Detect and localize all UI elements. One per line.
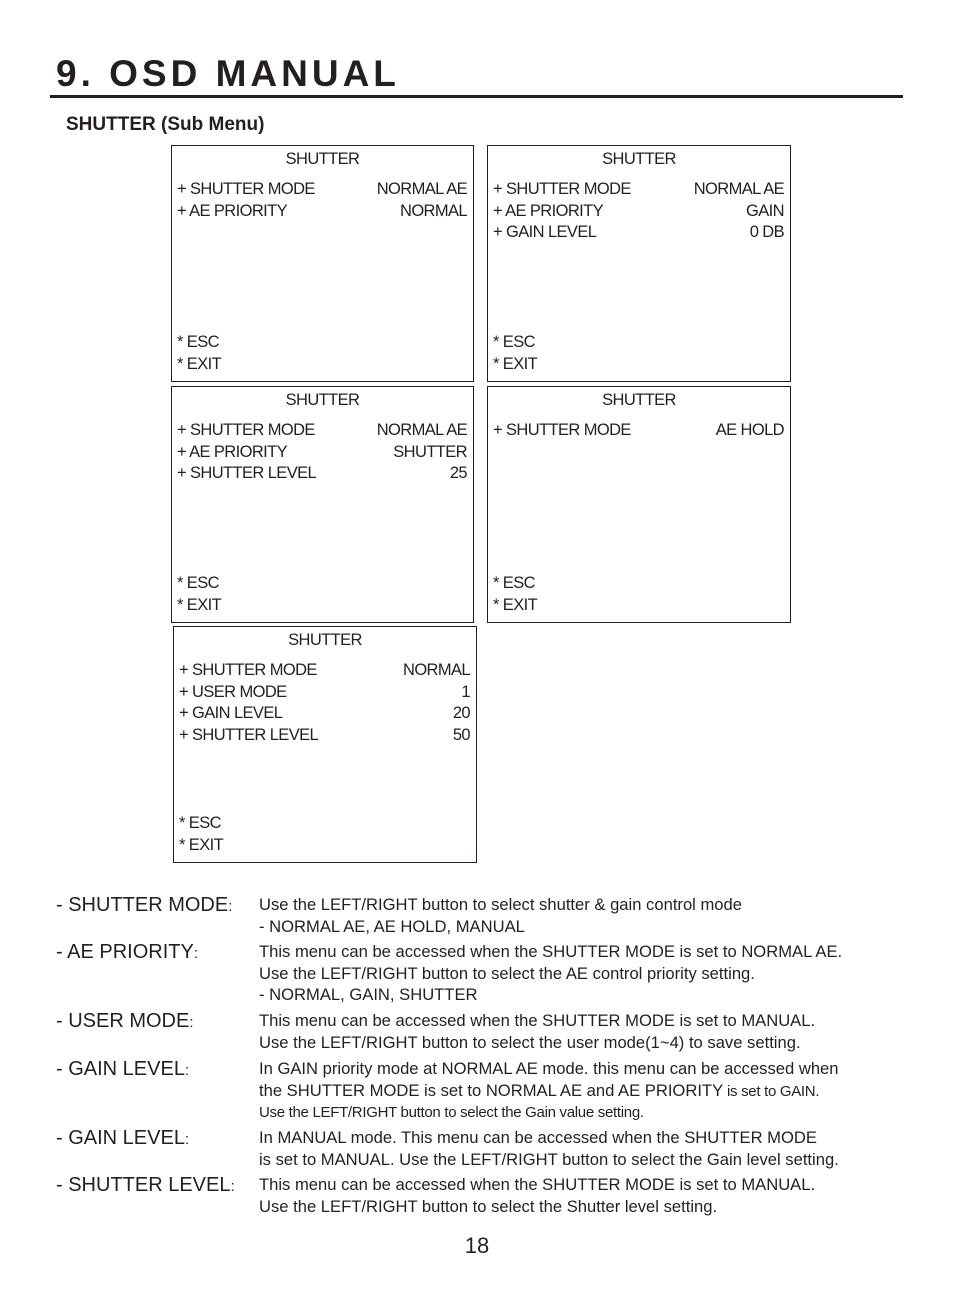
desc-line: Use the LEFT/RIGHT button to select the Gain value setting. <box>259 1104 644 1121</box>
desc-line: is set to GAIN. <box>723 1082 820 1100</box>
menu-row <box>177 179 467 201</box>
esc-item: * ESC <box>493 574 535 592</box>
menu-row <box>493 201 784 223</box>
desc-term: - USER MODE <box>56 1010 190 1032</box>
page-number: 18 <box>464 1233 490 1258</box>
row-label: + AE PRIORITY <box>493 201 604 220</box>
desc-line: - NORMAL AE, AE HOLD, MANUAL <box>259 916 525 936</box>
menu-title: SHUTTER <box>288 631 362 649</box>
term-colon: : <box>189 1014 194 1031</box>
row-label: + SHUTTER MODE <box>493 180 631 198</box>
term-colon: : <box>184 1062 190 1079</box>
row-label: + SHUTTER MODE <box>177 421 315 439</box>
row-value: NORMAL AE <box>376 180 467 198</box>
osd-menu-ae-hold <box>487 386 791 623</box>
desc-line: Use the LEFT/RIGHT button to select shutter & gain control mode <box>259 895 742 914</box>
row-value: AE HOLD <box>715 421 784 439</box>
esc-item: * ESC <box>179 814 221 832</box>
row-label: + AE PRIORITY <box>177 442 288 461</box>
row-value: NORMAL AE <box>376 421 467 439</box>
menu-row <box>179 703 470 725</box>
term-colon: : <box>184 1131 190 1148</box>
menu-row <box>493 420 784 442</box>
esc-item: * ESC <box>493 333 535 351</box>
term-colon: : <box>193 945 198 962</box>
exit-item: * EXIT <box>177 355 222 373</box>
desc-line: This menu can be accessed when the SHUTTER MODE is set to NORMAL AE. <box>259 942 843 961</box>
menu-row <box>179 682 470 704</box>
desc-term: - SHUTTER LEVEL <box>56 1174 231 1196</box>
menu-row <box>179 725 470 747</box>
desc-line: This menu can be accessed when the SHUTTER MODE is set to MANUAL. <box>259 1175 816 1194</box>
row-label: + USER MODE <box>179 682 287 701</box>
term-colon: : <box>228 898 233 915</box>
row-value: 25 <box>449 464 467 482</box>
row-value: NORMAL <box>400 201 467 220</box>
row-value: 0 DB <box>749 223 784 241</box>
desc-term: - AE PRIORITY <box>56 941 194 963</box>
row-label: + GAIN LEVEL <box>493 223 597 241</box>
desc-line: Use the LEFT/RIGHT button to select the AE control priority setting. <box>259 963 755 983</box>
desc-term: - GAIN LEVEL <box>56 1058 185 1080</box>
row-label: + SHUTTER MODE <box>179 661 317 679</box>
exit-item: * EXIT <box>493 596 538 614</box>
row-value: GAIN <box>746 201 784 220</box>
row-label: + GAIN LEVEL <box>179 704 283 722</box>
exit-item: * EXIT <box>177 596 222 614</box>
menu-title: SHUTTER <box>602 150 676 168</box>
row-value: SHUTTER <box>393 442 467 461</box>
row-label: + SHUTTER MODE <box>493 421 631 439</box>
menu-row <box>493 222 784 244</box>
desc-line: Use the LEFT/RIGHT button to select the user mode(1~4) to save setting. <box>259 1032 801 1052</box>
menu-row <box>177 201 467 223</box>
esc-item: * ESC <box>177 333 219 351</box>
desc-line: In GAIN priority mode at NORMAL AE mode. this menu can be accessed when <box>259 1059 839 1078</box>
section-heading: SHUTTER (Sub Menu) <box>66 114 265 135</box>
desc-line: is set to MANUAL. Use the LEFT/RIGHT button to select the Gain level setting. <box>259 1149 839 1169</box>
desc-line: Use the LEFT/RIGHT button to select the Shutter level setting. <box>259 1196 718 1216</box>
menu-row <box>493 179 784 201</box>
menu-title: SHUTTER <box>602 391 676 409</box>
desc-term: - SHUTTER MODE <box>56 894 229 916</box>
desc-line: In MANUAL mode. This menu can be accessed when the SHUTTER MODE <box>259 1128 817 1147</box>
desc-term: - GAIN LEVEL <box>56 1127 185 1149</box>
osd-menu-manual <box>173 626 477 863</box>
page-title: 9. OSD MANUAL <box>56 53 400 94</box>
term-colon: : <box>230 1178 235 1195</box>
row-label: + AE PRIORITY <box>177 201 288 220</box>
menu-title: SHUTTER <box>285 391 360 409</box>
desc-line: the SHUTTER MODE is set to NORMAL AE and AE PRIORITY <box>259 1080 724 1100</box>
osd-menu-shutter-priority <box>171 386 474 623</box>
exit-item: * EXIT <box>179 836 224 854</box>
esc-item: * ESC <box>177 574 219 592</box>
row-label: + SHUTTER LEVEL <box>179 725 319 744</box>
row-value: 50 <box>452 725 470 744</box>
menu-row <box>177 463 467 485</box>
menu-row <box>177 442 467 464</box>
osd-menu-normal-ae <box>171 145 474 382</box>
row-label: + SHUTTER LEVEL <box>177 464 317 482</box>
row-value: 1 <box>461 682 470 701</box>
row-label: + SHUTTER MODE <box>177 180 315 198</box>
row-value: 20 <box>452 704 470 722</box>
menu-row <box>179 660 470 682</box>
menu-row <box>177 420 467 442</box>
row-value: NORMAL AE <box>693 180 784 198</box>
desc-line: - NORMAL, GAIN, SHUTTER <box>259 985 478 1004</box>
menu-title: SHUTTER <box>285 150 360 168</box>
title-rule <box>50 95 903 98</box>
exit-item: * EXIT <box>493 355 538 373</box>
desc-line: This menu can be accessed when the SHUTTER MODE is set to MANUAL. <box>259 1011 816 1030</box>
osd-menu-gain-priority <box>487 145 791 382</box>
row-value: NORMAL <box>403 661 470 679</box>
